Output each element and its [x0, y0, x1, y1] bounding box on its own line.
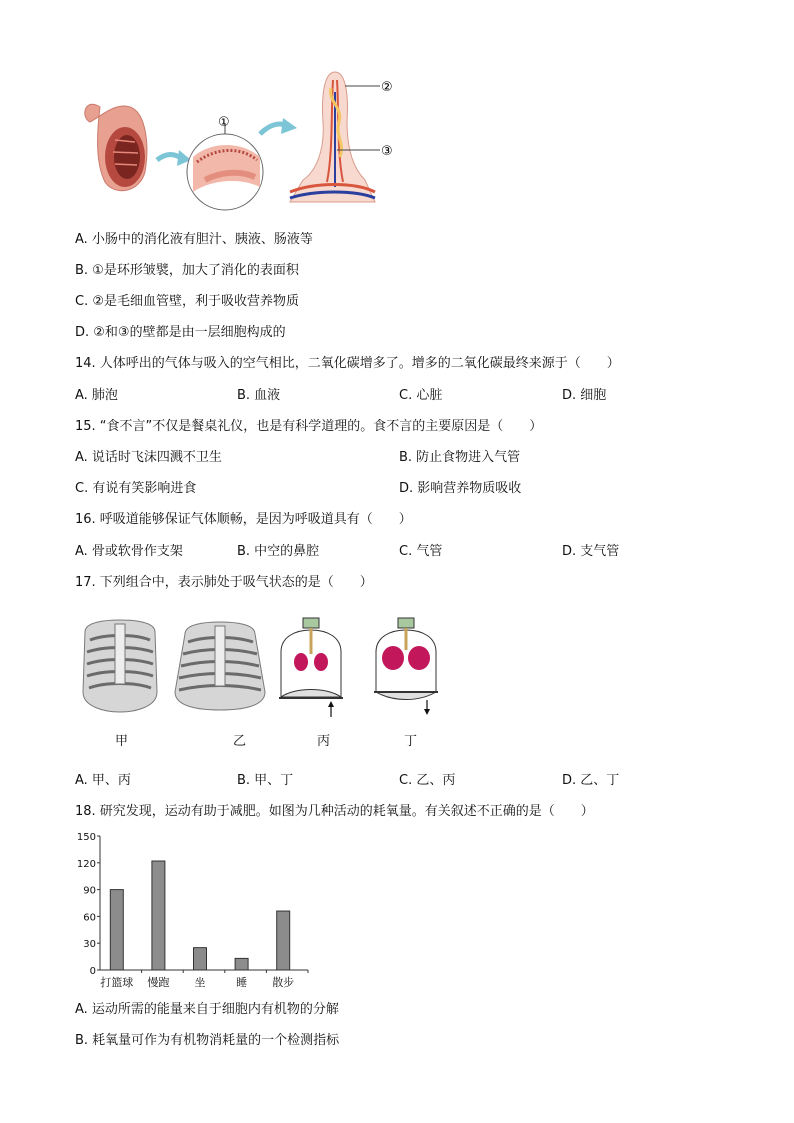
y-tick-label: 30	[83, 939, 96, 951]
q14-option-a: A. 肺泡	[75, 388, 118, 403]
label-ding: 丁	[404, 734, 418, 749]
magnified-fold-circle	[187, 134, 263, 210]
q16-option-b: B. 中空的鼻腔	[237, 544, 320, 559]
small-intestine-figure	[75, 62, 405, 212]
q18-option-b: B. 耗氧量可作为有机物消耗量的一个检测指标	[75, 1033, 340, 1048]
q14-stem: 14. 人体呼出的气体与吸入的空气相比，二氧化碳增多了。增多的二氧化碳最终来源于（ ）	[75, 356, 620, 371]
y-tick-label: 150	[76, 832, 96, 843]
label-jia: 甲	[115, 734, 129, 749]
q16-option-a: A. 骨或软骨作支架	[75, 544, 183, 559]
breathing-figures	[75, 612, 455, 722]
label-yi: 乙	[233, 734, 247, 749]
q14-option-c: C. 心脏	[399, 388, 443, 403]
q16-stem: 16. 呼吸道能够保证气体顺畅，是因为呼吸道具有（ ）	[75, 512, 412, 527]
arrow-1	[157, 155, 181, 161]
q15-option-b: B. 防止食物进入气管	[399, 450, 521, 465]
marker-3: ③	[381, 144, 393, 159]
q13-option-a: A. 小肠中的消化液有胆汁、胰液、肠液等	[75, 232, 313, 247]
q15-option-a: A. 说话时飞沫四溅不卫生	[75, 450, 222, 465]
q17-option-d: D. 乙、丁	[562, 773, 620, 788]
q18-option-a: A. 运动所需的能量来自于细胞内有机物的分解	[75, 1002, 339, 1017]
q18-stem: 18. 研究发现，运动有助于减肥。如图为几种活动的耗氧量。有关叙述不正确的是（ ）	[75, 804, 594, 819]
label-bing: 丙	[317, 734, 331, 749]
ribcage-jia	[83, 620, 157, 712]
y-tick-label: 60	[83, 912, 96, 924]
q14-option-b: B. 血液	[237, 388, 281, 403]
q17-option-b: B. 甲、丁	[237, 773, 294, 788]
bell-jar-ding	[374, 618, 438, 715]
q15-option-c: C. 有说有笑影响进食	[75, 481, 197, 496]
bar-4	[277, 911, 290, 970]
y-tick-label: 120	[76, 858, 96, 870]
oxygen-consumption-bar-chart	[70, 828, 320, 993]
q16-option-c: C. 气管	[399, 544, 443, 559]
marker-1: ①	[218, 115, 230, 130]
q13-option-d: D. ②和③的壁都是由一层细胞构成的	[75, 325, 286, 340]
bar-0	[110, 890, 123, 970]
q17-option-a: A. 甲、丙	[75, 773, 131, 788]
q16-option-d: D. 支气管	[562, 544, 620, 559]
bar-3	[235, 958, 248, 970]
x-tick-label: 睡	[236, 976, 248, 989]
marker-2: ②	[381, 80, 393, 95]
q13-option-c: C. ②是毛细血管壁，利于吸收营养物质	[75, 294, 299, 309]
q15-stem: 15. “食不言”不仅是餐桌礼仪，也是有科学道理的。食不言的主要原因是（ ）	[75, 419, 543, 434]
q17-stem: 17. 下列组合中，表示肺处于吸气状态的是（ ）	[75, 575, 373, 590]
bell-jar-bing	[279, 618, 343, 717]
q13-option-b: B. ①是环形皱襞，加大了消化的表面积	[75, 263, 299, 278]
intestine-tube-illustration	[85, 104, 147, 190]
ribcage-yi	[175, 622, 265, 710]
q15-option-d: D. 影响营养物质吸收	[399, 481, 522, 496]
x-tick-label: 坐	[194, 976, 206, 989]
x-tick-label: 打篮球	[100, 976, 134, 989]
villus-illustration	[290, 72, 375, 202]
y-tick-label: 90	[83, 885, 96, 897]
q14-option-d: D. 细胞	[562, 388, 607, 403]
bar-2	[194, 948, 207, 970]
y-tick-label: 0	[89, 966, 96, 977]
x-tick-label: 散步	[272, 976, 295, 989]
x-tick-label: 慢跑	[147, 976, 170, 989]
q17-option-c: C. 乙、丙	[399, 773, 456, 788]
bar-1	[152, 861, 165, 970]
